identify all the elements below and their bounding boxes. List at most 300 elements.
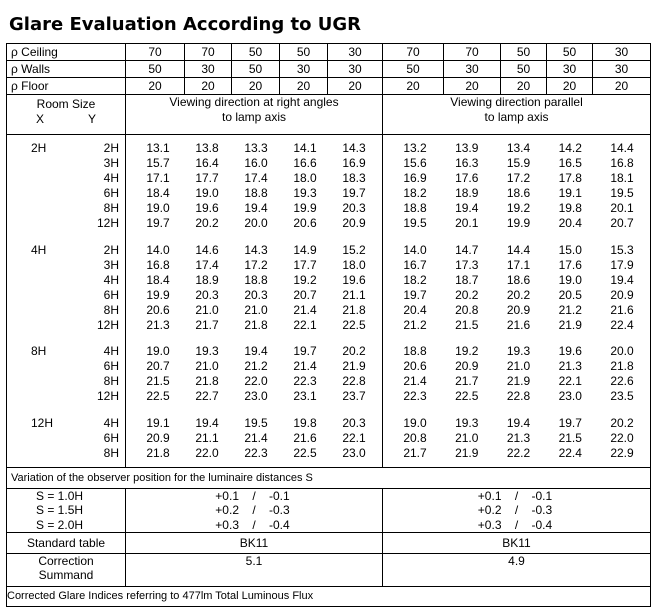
- ugr-value: 19.4: [455, 201, 479, 216]
- variation-minus: -0.1: [531, 488, 553, 503]
- ugr-value: 23.5: [610, 389, 634, 404]
- ugr-value: 22.0: [195, 445, 219, 460]
- room-size-row: [7, 446, 125, 461]
- variation-values: [126, 503, 382, 518]
- variation-slash: /: [252, 517, 256, 532]
- ugr-value: 14.4: [506, 242, 531, 257]
- reflectance-value: 30: [444, 61, 501, 78]
- parallel-header: [383, 95, 651, 135]
- reflectance-rows: [7, 44, 651, 95]
- ugr-value: 19.7: [403, 287, 427, 302]
- ugr-value: 21.7: [195, 318, 219, 333]
- ugr-value: 21.0: [244, 302, 268, 317]
- variation-minus: -0.1: [269, 488, 290, 503]
- ugr-value: 19.9: [506, 216, 531, 231]
- ugr-value-row: [126, 288, 382, 303]
- reflectance-value: 50: [232, 61, 280, 78]
- room-size-row: [7, 416, 125, 431]
- ugr-value: 21.3: [146, 318, 170, 333]
- ugr-value: 17.9: [610, 257, 634, 272]
- room-size-row: [7, 389, 125, 404]
- ugr-value: 22.4: [610, 318, 634, 333]
- room-x: [7, 318, 89, 333]
- room-x: [7, 186, 89, 201]
- ugr-value: 14.9: [293, 242, 317, 257]
- correction-label-line1: Correction: [38, 554, 94, 569]
- ugr-value: 21.9: [558, 318, 582, 333]
- ugr-value: 18.3: [342, 171, 366, 186]
- variation-right-angles: [126, 488, 383, 533]
- ugr-value: 21.6: [506, 318, 531, 333]
- room-size-row: [7, 359, 125, 374]
- ugr-value: 20.2: [455, 287, 479, 302]
- reflectance-value: 50: [547, 44, 593, 61]
- ugr-value: 19.1: [558, 186, 582, 201]
- ugr-value: 18.8: [244, 186, 268, 201]
- ugr-value: 21.2: [403, 318, 427, 333]
- room-y: 3H: [103, 156, 119, 171]
- variation-label: S = 2.0H: [36, 517, 84, 532]
- ugr-value: 23.0: [342, 445, 366, 460]
- room-x: [7, 156, 89, 171]
- ugr-value: 19.7: [293, 344, 317, 359]
- ugr-value: 18.6: [506, 272, 531, 287]
- ugr-value: 22.6: [610, 374, 634, 389]
- room-x: [7, 288, 89, 303]
- ugr-value: 19.0: [403, 415, 427, 430]
- room-size-row: [7, 318, 125, 333]
- ugr-value: 14.3: [244, 242, 268, 257]
- reflectance-value: 50: [501, 61, 547, 78]
- room-x: [7, 374, 89, 389]
- parallel-line1: Viewing direction parallel: [450, 95, 583, 109]
- ugr-value-row: [383, 201, 650, 216]
- spacer: [126, 405, 382, 416]
- ugr-value: 22.3: [403, 389, 427, 404]
- ugr-value: 21.0: [195, 359, 219, 374]
- ugr-value: 20.1: [610, 201, 634, 216]
- ugr-value-row: [383, 344, 650, 359]
- ugr-value: 14.2: [558, 141, 582, 155]
- reflectance-value: 20: [126, 78, 185, 95]
- ugr-value: 21.8: [195, 374, 219, 389]
- ugr-value: 20.6: [146, 302, 170, 317]
- reflectance-value: 30: [328, 44, 383, 61]
- variation-values: [126, 489, 382, 504]
- room-x: [7, 431, 89, 446]
- parallel-line2: to lamp axis: [484, 110, 549, 124]
- ugr-value: 17.3: [455, 257, 479, 272]
- ugr-value: 22.2: [506, 445, 531, 460]
- ugr-value-row: [126, 303, 382, 318]
- ugr-value: 20.6: [403, 359, 427, 374]
- ugr-value: 21.8: [146, 445, 170, 460]
- ugr-value: 19.4: [506, 415, 531, 430]
- variation-plus: +0.1: [477, 488, 502, 503]
- ugr-value: 20.7: [146, 359, 170, 374]
- room-x: 12H: [31, 415, 54, 430]
- room-size-row: [7, 156, 125, 171]
- ugr-value: 19.8: [293, 415, 317, 430]
- ugr-value: 21.1: [195, 430, 219, 445]
- ugr-value: 20.2: [195, 216, 219, 231]
- ugr-value: 22.1: [342, 430, 366, 445]
- reflectance-value: 50: [383, 61, 444, 78]
- ugr-value: 18.2: [403, 272, 427, 287]
- room-size-row: [7, 171, 125, 186]
- reflectance-value: 20: [593, 78, 651, 95]
- correction-left: 5.1: [126, 554, 383, 587]
- variation-slash: /: [252, 488, 256, 503]
- ugr-value: 19.0: [146, 201, 170, 216]
- ugr-value: 22.5: [293, 445, 317, 460]
- ugr-value: 15.3: [610, 242, 634, 257]
- correction-label: [7, 554, 126, 587]
- spacer: [383, 333, 650, 344]
- ugr-value-row: [383, 374, 650, 389]
- spacer: [126, 333, 382, 344]
- ugr-value: 19.6: [195, 201, 219, 216]
- ugr-value: 22.5: [455, 389, 479, 404]
- ugr-value: 21.4: [244, 430, 268, 445]
- ugr-value: 21.7: [455, 374, 479, 389]
- ugr-value: 20.0: [244, 216, 268, 231]
- ugr-value: 18.6: [506, 186, 531, 201]
- ugr-value-row: [126, 446, 382, 461]
- ugr-value: 14.0: [403, 242, 427, 257]
- variation-description: Variation of the observer position for the luminaire distances S: [7, 467, 651, 488]
- ugr-value-row: [383, 243, 650, 258]
- ugr-value: 21.3: [558, 359, 582, 374]
- ugr-table: [6, 43, 651, 607]
- ugr-value-row: [126, 273, 382, 288]
- variation-values: [383, 503, 650, 518]
- right-angles-header: [126, 95, 383, 135]
- ugr-value: 17.2: [244, 257, 268, 272]
- room-size-row: [7, 344, 125, 359]
- ugr-value: 20.9: [455, 359, 479, 374]
- ugr-value: 17.4: [195, 257, 219, 272]
- ugr-value: 19.9: [146, 287, 170, 302]
- reflectance-value: 30: [593, 44, 651, 61]
- ugr-value: 19.5: [610, 186, 634, 201]
- room-y: 12H: [96, 389, 119, 404]
- room-y: 12H: [96, 216, 119, 231]
- ugr-value: 18.8: [403, 344, 427, 359]
- variation-values: [383, 489, 650, 504]
- ugr-value: 17.6: [558, 257, 582, 272]
- ugr-value: 20.4: [403, 302, 427, 317]
- standard-table-label: Standard table: [7, 533, 126, 554]
- ugr-value: 16.0: [244, 156, 268, 171]
- ugr-value: 19.0: [146, 344, 170, 359]
- variation-minus: -0.3: [269, 503, 290, 518]
- ugr-value: 22.1: [558, 374, 582, 389]
- room-x: [7, 216, 89, 231]
- variation-label: S = 1.0H: [36, 488, 84, 503]
- ugr-value: 21.8: [244, 318, 268, 333]
- ugr-value-row: [383, 288, 650, 303]
- ugr-value-row: [383, 446, 650, 461]
- ugr-value: 19.6: [558, 344, 582, 359]
- ugr-value: 21.1: [342, 287, 366, 302]
- ugr-value: 20.2: [506, 287, 531, 302]
- ugr-value: 15.2: [342, 242, 366, 257]
- ugr-value: 21.4: [293, 302, 317, 317]
- right-angles-line1: Viewing direction at right angles: [169, 95, 339, 109]
- ugr-value: 22.5: [342, 318, 366, 333]
- room-y: 6H: [103, 359, 119, 374]
- reflectance-value: 70: [126, 44, 185, 61]
- room-size-row: [7, 273, 125, 288]
- spacer: [383, 461, 650, 467]
- standard-table-right: BK11: [383, 533, 651, 554]
- spacer: [126, 232, 382, 243]
- spacer: [126, 461, 382, 467]
- ugr-value-row: [383, 359, 650, 374]
- variation-label: S = 1.5H: [36, 503, 84, 518]
- ugr-value: 19.7: [342, 186, 366, 201]
- ugr-value-row: [383, 303, 650, 318]
- ugr-value-row: [383, 416, 650, 431]
- room-size-header: [7, 95, 126, 135]
- ugr-value: 19.9: [293, 201, 317, 216]
- reflectance-value: 70: [383, 44, 444, 61]
- ugr-value-row: [383, 186, 650, 201]
- variation-plus: +0.1: [215, 488, 239, 503]
- reflectance-value: 30: [185, 61, 232, 78]
- reflectance-value: 30: [280, 61, 328, 78]
- spacer: [7, 405, 125, 416]
- ugr-value: 16.3: [455, 156, 479, 171]
- ugr-value: 13.3: [244, 141, 268, 155]
- ugr-value: 17.2: [506, 171, 531, 186]
- variation-slash: /: [514, 488, 519, 503]
- ugr-value: 18.8: [403, 201, 427, 216]
- ugr-value: 21.9: [342, 359, 366, 374]
- ugr-value: 19.2: [455, 344, 479, 359]
- ugr-value: 19.5: [244, 415, 268, 430]
- ugr-value: 19.0: [195, 186, 219, 201]
- room-y: 8H: [103, 302, 119, 317]
- ugr-value: 20.9: [506, 302, 531, 317]
- ugr-value: 20.8: [455, 302, 479, 317]
- reflectance-value: 50: [232, 44, 280, 61]
- room-size-row: [7, 431, 125, 446]
- ugr-value: 14.7: [455, 242, 479, 257]
- ugr-value: 18.9: [455, 186, 479, 201]
- ugr-value: 17.1: [146, 171, 170, 186]
- ugr-value: 19.4: [195, 415, 219, 430]
- ugr-value: 21.4: [403, 374, 427, 389]
- ugr-value: 20.3: [342, 415, 366, 430]
- room-x: 4H: [31, 242, 47, 257]
- room-y: 8H: [103, 445, 119, 460]
- ugr-value-row: [126, 141, 382, 156]
- reflectance-row: [7, 61, 651, 78]
- ugr-value: 21.5: [455, 318, 479, 333]
- ugr-value: 14.1: [293, 141, 317, 155]
- ugr-value-row: [126, 216, 382, 231]
- ugr-value-row: [383, 171, 650, 186]
- variation-plus: +0.3: [215, 517, 239, 532]
- ugr-value: 21.2: [244, 359, 268, 374]
- ugr-value: 22.9: [610, 445, 634, 460]
- reflectance-label: ρ Ceiling: [7, 44, 126, 61]
- ugr-value: 17.7: [293, 257, 317, 272]
- ugr-value-row: [383, 431, 650, 446]
- spacer: [7, 461, 125, 467]
- reflectance-value: 20: [328, 78, 383, 95]
- ugr-value-row: [383, 273, 650, 288]
- header-rows: [7, 95, 651, 607]
- room-size-row: [7, 216, 125, 231]
- room-y: 4H: [103, 344, 119, 359]
- ugr-value-row: [126, 374, 382, 389]
- ugr-value: 16.8: [610, 156, 634, 171]
- ugr-value: 17.7: [195, 171, 219, 186]
- ugr-value: 20.2: [342, 344, 366, 359]
- ugr-value: 21.4: [293, 359, 317, 374]
- ugr-value: 20.1: [455, 216, 479, 231]
- ugr-value: 14.4: [610, 141, 634, 155]
- ugr-value: 18.2: [403, 186, 427, 201]
- reflectance-value: 20: [501, 78, 547, 95]
- variation-minus: -0.4: [531, 517, 553, 532]
- ugr-value: 19.2: [506, 201, 531, 216]
- ugr-value: 23.0: [558, 389, 582, 404]
- ugr-value: 21.8: [342, 302, 366, 317]
- ugr-value: 14.6: [195, 242, 219, 257]
- variation-plus: +0.3: [477, 517, 502, 532]
- ugr-value: 21.0: [195, 302, 219, 317]
- variation-plus: +0.2: [215, 503, 239, 518]
- ugr-value: 13.4: [506, 141, 531, 155]
- room-size-row: [7, 303, 125, 318]
- standard-table-left: BK11: [126, 533, 383, 554]
- ugr-value: 13.1: [146, 141, 170, 155]
- reflectance-label: ρ Walls: [7, 61, 126, 78]
- ugr-value: 18.4: [146, 272, 170, 287]
- room-x: 2H: [31, 141, 47, 155]
- room-size-row: [7, 141, 125, 156]
- reflectance-value: 20: [185, 78, 232, 95]
- ugr-value-row: [126, 201, 382, 216]
- room-y: 6H: [103, 287, 119, 302]
- ugr-value: 22.8: [342, 374, 366, 389]
- room-x: [7, 303, 89, 318]
- ugr-value: 15.0: [558, 242, 582, 257]
- ugr-value-row: [126, 431, 382, 446]
- ugr-value: 21.7: [403, 445, 427, 460]
- room-y: 6H: [103, 430, 119, 445]
- ugr-value-row: [383, 156, 650, 171]
- room-x: [7, 201, 89, 216]
- y-label: Y: [87, 112, 96, 126]
- page-title: Glare Evaluation According to UGR: [9, 14, 361, 35]
- ugr-value: 19.3: [195, 344, 219, 359]
- ugr-value-row: [126, 318, 382, 333]
- room-y: 2H: [103, 242, 119, 257]
- ugr-value: 18.8: [244, 272, 268, 287]
- ugr-value: 21.0: [455, 430, 479, 445]
- variation-values: [383, 518, 650, 533]
- reflectance-label: ρ Floor: [7, 78, 126, 95]
- reflectance-value: 30: [328, 61, 383, 78]
- ugr-value-row: [126, 344, 382, 359]
- ugr-value: 21.6: [293, 430, 317, 445]
- reflectance-value: 50: [126, 61, 185, 78]
- ugr-value: 21.0: [506, 359, 531, 374]
- right-angles-values: [126, 135, 383, 468]
- ugr-value: 18.1: [610, 171, 634, 186]
- ugr-value: 22.3: [293, 374, 317, 389]
- ugr-value-row: [383, 318, 650, 333]
- room-size-column: [7, 135, 126, 468]
- ugr-value: 20.8: [403, 430, 427, 445]
- ugr-value: 17.4: [244, 171, 268, 186]
- right-angles-line2: to lamp axis: [221, 110, 287, 124]
- ugr-value: 16.5: [558, 156, 582, 171]
- reflectance-value: 20: [280, 78, 328, 95]
- room-y: 3H: [103, 257, 119, 272]
- ugr-value: 20.6: [293, 216, 317, 231]
- ugr-value: 18.9: [195, 272, 219, 287]
- ugr-value-row: [126, 243, 382, 258]
- ugr-value: 19.4: [244, 344, 268, 359]
- ugr-value: 21.8: [610, 359, 634, 374]
- ugr-value: 19.7: [146, 216, 170, 231]
- ugr-value-row: [383, 216, 650, 231]
- ugr-value: 20.3: [195, 287, 219, 302]
- room-x: [7, 446, 89, 461]
- ugr-value-row: [126, 156, 382, 171]
- variation-labels: [7, 488, 126, 533]
- ugr-value: 21.3: [506, 430, 531, 445]
- values-block: [7, 135, 651, 468]
- room-y: 8H: [103, 374, 119, 389]
- reflectance-value: 50: [280, 44, 328, 61]
- room-y: 8H: [103, 201, 119, 216]
- ugr-value: 19.2: [293, 272, 317, 287]
- ugr-value: 20.5: [558, 287, 582, 302]
- room-size-label: Room Size: [36, 97, 96, 111]
- ugr-value-row: [383, 389, 650, 404]
- reflectance-value: 70: [185, 44, 232, 61]
- ugr-value: 19.3: [506, 344, 531, 359]
- ugr-value-row: [126, 359, 382, 374]
- ugr-value: 22.3: [244, 445, 268, 460]
- ugr-value: 21.6: [610, 302, 634, 317]
- variation-parallel: [383, 488, 651, 533]
- ugr-value: 19.6: [342, 272, 366, 287]
- ugr-value: 15.6: [403, 156, 427, 171]
- ugr-value: 16.7: [403, 257, 427, 272]
- ugr-value: 23.1: [293, 389, 317, 404]
- reflectance-value: 30: [593, 61, 651, 78]
- reflectance-value: 20: [232, 78, 280, 95]
- ugr-value: 20.0: [610, 344, 634, 359]
- variation-slash: /: [514, 517, 519, 532]
- ugr-value: 17.1: [506, 257, 531, 272]
- ugr-value: 22.0: [244, 374, 268, 389]
- ugr-value-row: [126, 186, 382, 201]
- room-size-row: [7, 201, 125, 216]
- variation-slash: /: [514, 503, 519, 518]
- reflectance-value: 20: [383, 78, 444, 95]
- ugr-value: 20.7: [293, 287, 317, 302]
- ugr-value: 21.9: [455, 445, 479, 460]
